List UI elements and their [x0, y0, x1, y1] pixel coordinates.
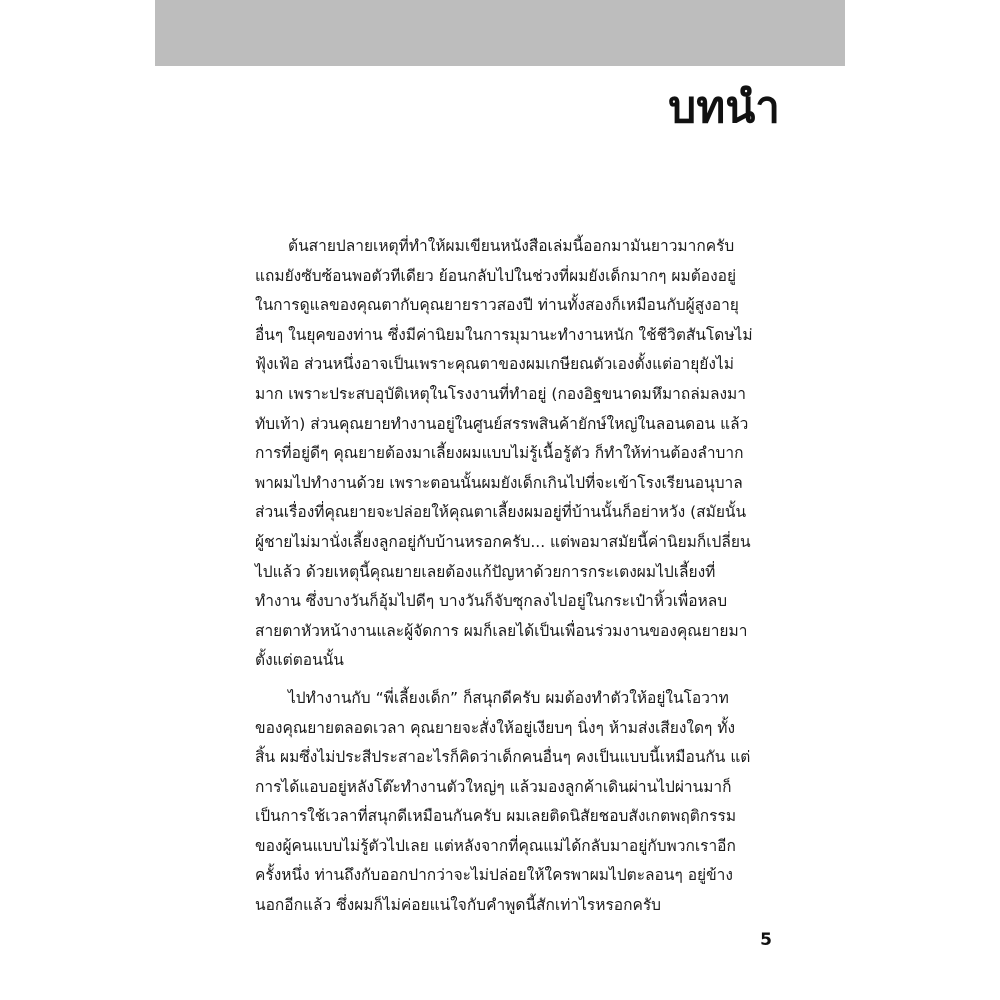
- paragraph-2: [255, 684, 790, 921]
- text-line: ทำงาน ซึ่งบางวันก็อุ้มไปดีๆ บางวันก็จับซุกลงไปอยู่ในกระเป๋าหิ้วเพื่อหลบ: [255, 592, 728, 611]
- text-line: ไปทำงานกับ “พี่เลี้ยงเด็ก” ก็สนุกดีครับ ผมต้องทำตัวให้อยู่ในโอวาท: [288, 688, 729, 707]
- text-line: พาผมไปทำงานด้วย เพราะตอนนั้นผมยังเด็กเกินไปที่จะเข้าโรงเรียนอนุบาล: [255, 473, 743, 492]
- text-line: ส่วนเรื่องที่คุณยายจะปล่อยให้คุณตาเลี้ยงผมอยู่ที่บ้านนั้นก็อย่าหวัง (สมัยนั้น: [255, 503, 747, 522]
- page-number: 5: [760, 930, 772, 950]
- text-line: ทับเท้า) ส่วนคุณยายทำงานอยู่ในศูนย์สรรพสินค้ายักษ์ใหญ่ในลอนดอน แล้ว: [255, 414, 749, 433]
- text-line: การได้แอบอยู่หลังโต๊ะทำงานตัวใหญ่ๆ แล้วมองลูกค้าเดินผ่านไปผ่านมาก็: [255, 777, 732, 796]
- text-line: มาก เพราะประสบอุบัติเหตุในโรงงานที่ทำอยู่ (กองอิฐขนาดมหึมาถล่มลงมา: [255, 384, 746, 403]
- text-line: ครั้งหนึ่ง ท่านถึงกับออกปากว่าจะไม่ปล่อยให้ใครพาผมไปตะลอนๆ อยู่ข้าง: [255, 866, 733, 885]
- text-line: ของผู้คนแบบไม่รู้ตัวไปเลย แต่หลังจากที่คุณแม่ได้กลับมาอยู่กับพวกเราอีก: [255, 836, 736, 855]
- text-line: ต้นสายปลายเหตุที่ทำให้ผมเขียนหนังสือเล่มนี้ออกมามันยาวมากครับ: [288, 237, 735, 255]
- text-line: ตั้งแต่ตอนนั้น: [255, 651, 344, 670]
- text-line: ไปแล้ว ด้วยเหตุนี้คุณยายเลยต้องแก้ปัญหาด้วยการกระเตงผมไปเลี้ยงที่: [255, 562, 716, 581]
- text-line: การที่อยู่ดีๆ คุณยายต้องมาเลี้ยงผมแบบไม่รู้เนื้อรู้ตัว ก็ทำให้ท่านต้องลำบาก: [255, 444, 744, 463]
- text-line: เป็นการใช้เวลาที่สนุกดีเหมือนกันครับ ผมเลยติดนิสัยชอบสังเกตพฤติกรรม: [255, 807, 737, 826]
- text-line: ในการดูแลของคุณตากับคุณยายราวสองปี ท่านทั้งสองก็เหมือนกับผู้สูงอายุ: [255, 296, 739, 315]
- chapter-title: บทนำ: [668, 82, 780, 133]
- header-bar: [155, 0, 845, 66]
- text-line: ฟุ้งเฟ้อ ส่วนหนึ่งอาจเป็นเพราะคุณตาของผมเกษียณตัวเองตั้งแต่อายุยังไม่: [255, 355, 734, 374]
- text-line: นอกอีกแล้ว ซึ่งผมก็ไม่ค่อยแน่ใจกับคำพูดนี้สักเท่าไรหรอกครับ: [255, 896, 662, 915]
- text-line: ของคุณยายตลอดเวลา คุณยายจะสั่งให้อยู่เงียบๆ นิ่งๆ ห้ามส่งเสียงใดๆ ทั้ง: [255, 718, 736, 737]
- text-line: สิ้น ผมซึ่งไม่ประสีประสาอะไรก็คิดว่าเด็กคนอื่นๆ คงเป็นแบบนี้เหมือนกัน แต่: [255, 748, 751, 767]
- text-line: อื่นๆ ในยุคของท่าน ซึ่งมีค่านิยมในการมุมานะทำงานหนัก ใช้ชีวิตสันโดษไม่: [255, 325, 753, 344]
- text-line: แถมยังซับซ้อนพอตัวทีเดียว ย้อนกลับไปในช่วงที่ผมยังเด็กมากๆ ผมต้องอยู่: [255, 266, 737, 285]
- text-line: ผู้ชายไม่มานั่งเลี้ยงลูกอยู่กับบ้านหรอกครับ... แต่พอมาสมัยนี้ค่านิยมก็เปลี่ยน: [255, 532, 751, 551]
- paragraph-1: [255, 232, 790, 676]
- body-text: [255, 232, 790, 929]
- text-line: สายตาหัวหน้างานและผู้จัดการ ผมก็เลยได้เป็นเพื่อนร่วมงานของคุณยายมา: [255, 621, 748, 640]
